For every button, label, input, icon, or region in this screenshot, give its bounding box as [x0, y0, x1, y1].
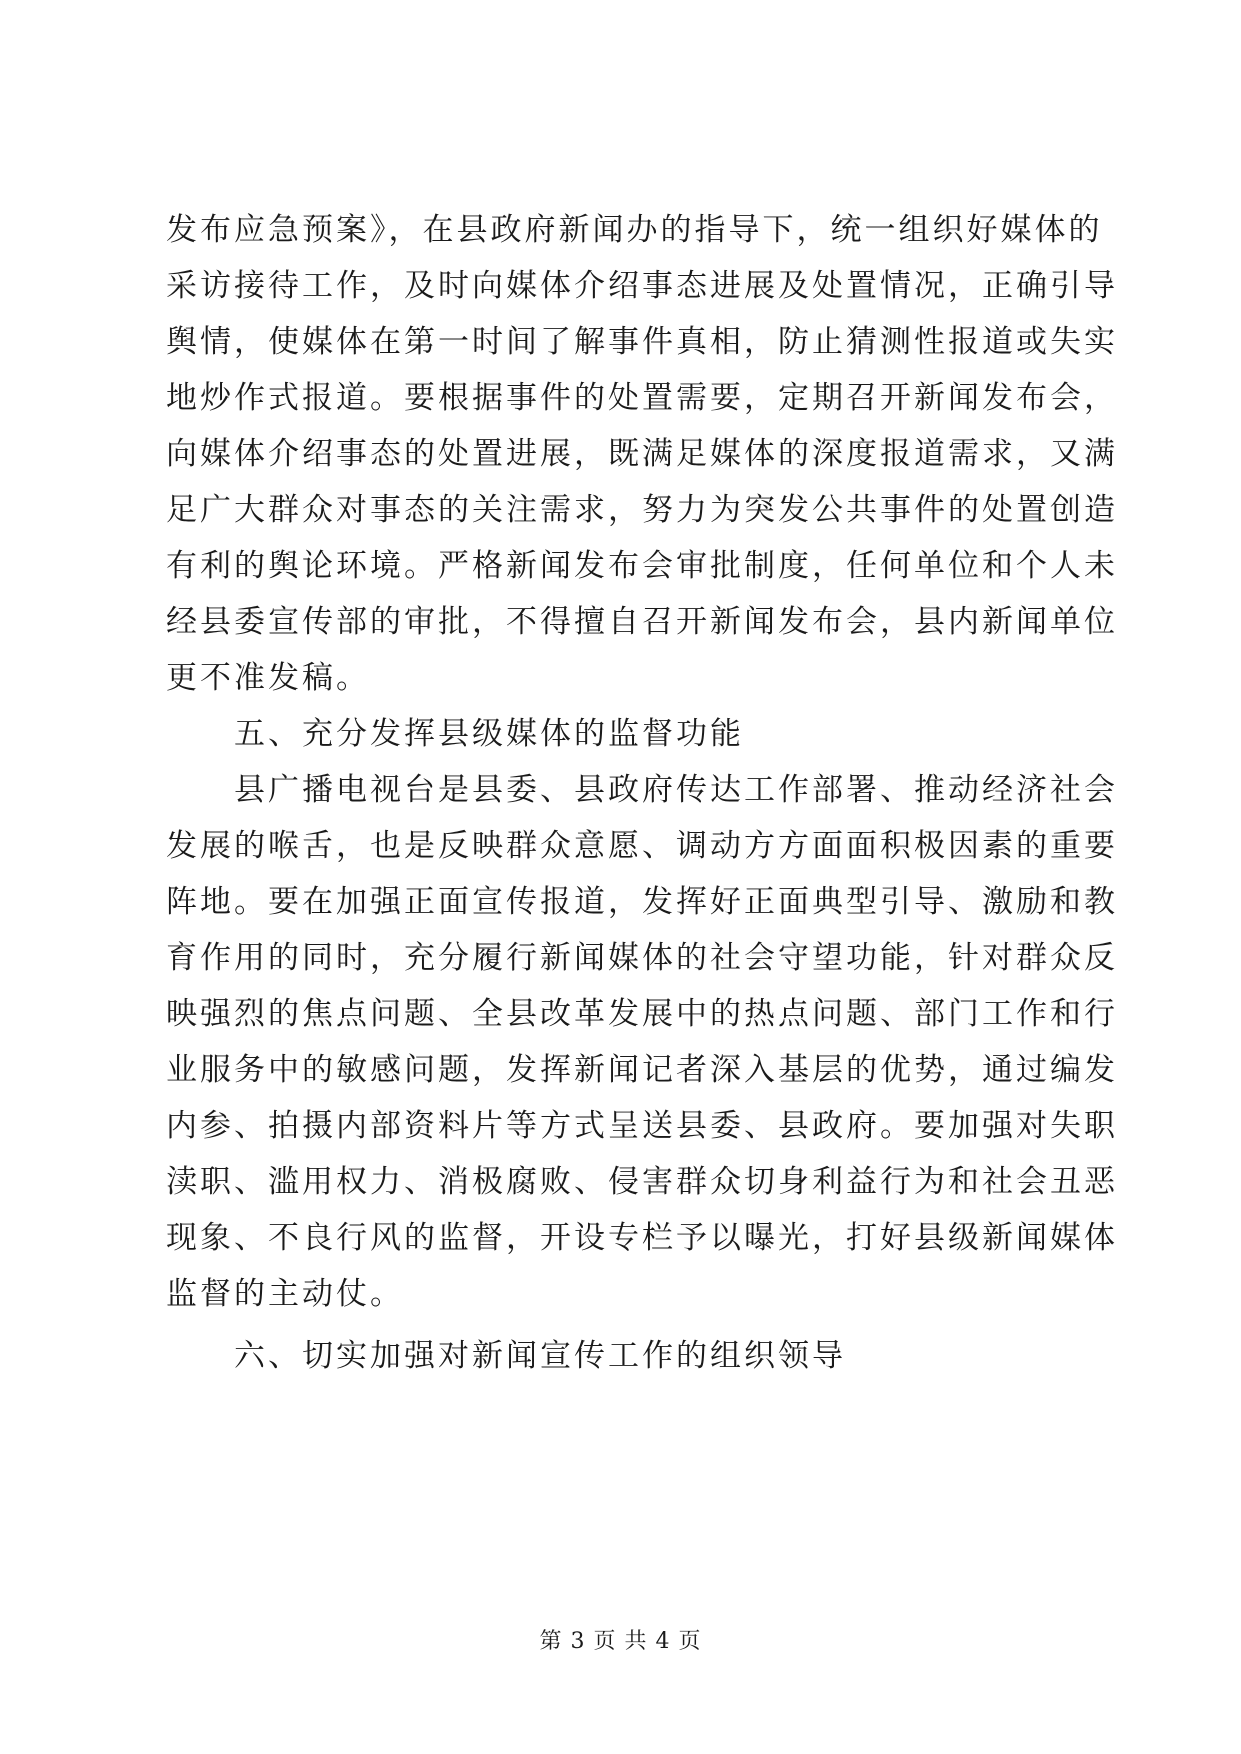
body-line: 有利的舆论环境。严格新闻发布会审批制度，任何单位和个人未	[166, 548, 1118, 584]
body-line: 县广播电视台是县委、县政府传达工作部署、推动经济社会	[166, 772, 1118, 808]
body-line: 发展的喉舌，也是反映群众意愿、调动方方面面积极因素的重要	[166, 828, 1118, 864]
body-line: 更不准发稿。	[166, 660, 370, 696]
body-line: 育作用的同时，充分履行新闻媒体的社会守望功能，针对群众反	[166, 940, 1118, 976]
body-line: 经县委宣传部的审批，不得擅自召开新闻发布会，县内新闻单位	[166, 604, 1118, 640]
section-heading: 五、充分发挥县级媒体的监督功能	[166, 716, 744, 752]
body-line: 舆情，使媒体在第一时间了解事件真相，防止猜测性报道或失实	[166, 324, 1118, 360]
body-line: 现象、不良行风的监督，开设专栏予以曝光，打好县级新闻媒体	[166, 1220, 1118, 1256]
body-line: 足广大群众对事态的关注需求，努力为突发公共事件的处置创造	[166, 492, 1118, 528]
body-line: 监督的主动仗。	[166, 1276, 404, 1312]
body-line: 映强烈的焦点问题、全县改革发展中的热点问题、部门工作和行	[166, 996, 1118, 1032]
page-number: 第 3 页 共 4 页	[539, 1629, 702, 1654]
body-line: 渎职、滥用权力、消极腐败、侵害群众切身利益行为和社会丑恶	[166, 1164, 1118, 1200]
body-line: 阵地。要在加强正面宣传报道，发挥好正面典型引导、激励和教	[166, 884, 1118, 920]
body-line: 向媒体介绍事态的处置进展，既满足媒体的深度报道需求，又满	[166, 436, 1118, 472]
section-heading: 六、切实加强对新闻宣传工作的组织领导	[166, 1338, 846, 1374]
body-line: 发布应急预案》，在县政府新闻办的指导下，统一组织好媒体的	[166, 212, 1103, 248]
body-line: 内参、拍摄内部资料片等方式呈送县委、县政府。要加强对失职	[166, 1108, 1118, 1144]
body-line: 采访接待工作，及时向媒体介绍事态进展及处置情况，正确引导	[166, 268, 1118, 304]
body-line: 地炒作式报道。要根据事件的处置需要，定期召开新闻发布会，	[166, 380, 1118, 416]
body-line: 业服务中的敏感问题，发挥新闻记者深入基层的优势，通过编发	[166, 1052, 1118, 1088]
